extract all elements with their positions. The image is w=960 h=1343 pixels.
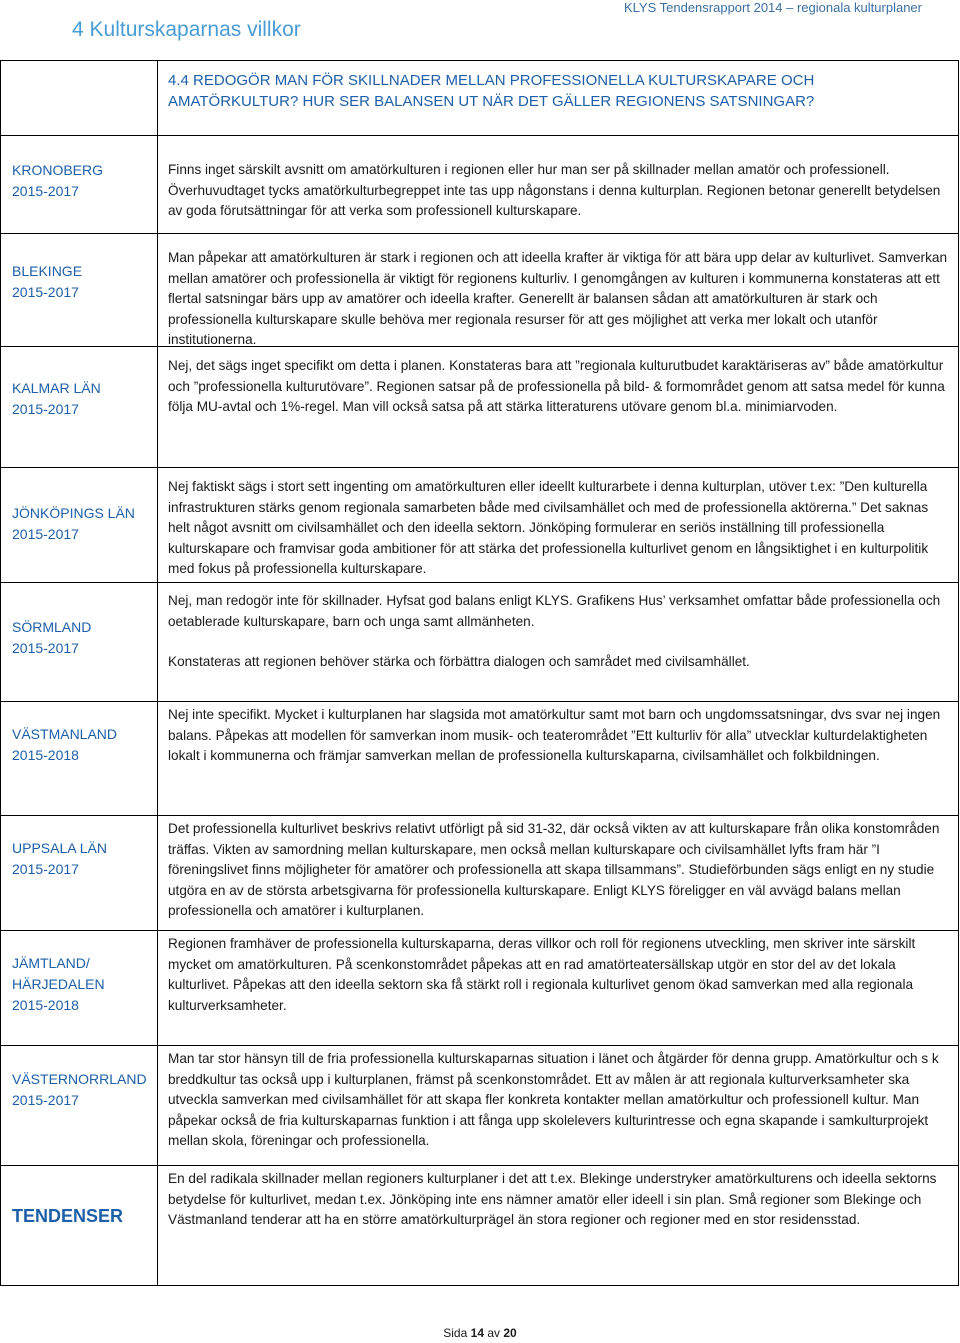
page-footer: Sida 14 av 20 <box>443 1326 517 1340</box>
region-text: Nej inte specifikt. Mycket i kulturplanen har slagsida mot amatörkultur samt mot barn och ungdomssatsningar, dvs svar nej ingen balans. Påpekas att modellen för samverkan inom musik- och teaterområdet ”Ett kulturliv för alla” utvecklar kulturdelaktigheten lokalt i kommunerna och främjar samverkan mellan de professionella kulturskaparna, civilsamhället och folkbildningen. <box>168 707 941 764</box>
region-text: Det professionella kulturlivet beskrivs relativt utförligt på sid 31-32, där också vikten av att kulturskapare från olika konstområden träffas. Vikten av samordning mellan kulturskapare, men också mellan kulturskapare och civilsamhället lyfts fram här ”I föreningslivet finns möjligheter för amatörer och professionella att skapa tillsammans”. Studieförbunden sägs enligt en ny studie utgöra en av de största arbetsgivarna för professionella kulturskapare. Enligt KLYS föreligger en väl avvägd balans mellan professionella och amatörer i kulturplanen. <box>168 821 940 919</box>
region-label: UPPSALA LÄN 2015-2017 <box>12 840 107 877</box>
page-number: 14 <box>470 1326 484 1340</box>
region-label: KRONOBERG 2015-2017 <box>12 162 104 199</box>
region-text: Finns inget särskilt avsnitt om amatörkulturen i regionen eller hur man ser på skillnader mellan amatör och professionell. Överhuvudtaget tycks amatörkulturbegreppet inte tas upp någonstans i denna kulturplan. Regionen betonar generellt betydelsen av goda förutsättningar för att verka som professionell kulturskapare. <box>168 162 941 219</box>
table-row <box>1 468 959 702</box>
region-label: SÖRMLAND 2015-2017 <box>12 619 92 656</box>
regions-table <box>0 60 959 1286</box>
region-label: JÄMTLAND/ HÄRJEDALEN 2015-2018 <box>12 955 105 1013</box>
page-total: 20 <box>503 1326 517 1340</box>
region-text: Nej, man redogör inte för skillnader. Hyfsat god balans enligt KLYS. Grafikens Hus’ verksamhet omfattar både professionella och oetablerade kulturskapare, barn och unga samt allmänheten. Konstateras att regionen behöver stärka och förbättra dialogen och samrådet med civilsamhället. <box>168 593 941 670</box>
report-title: KLYS Tendensrapport 2014 – regionala kulturplaner <box>623 0 922 15</box>
table-row <box>1 702 959 1286</box>
region-label: VÄSTMANLAND 2015-2018 <box>12 726 118 763</box>
region-text: Regionen framhäver de professionella kulturskaparna, deras villkor och roll för regionens utveckling, men skriver inte särskilt mycket om amatörkulturen. På scenkonstområdet påpekas att en rad amatörteatersällskap utgör en stor del av det lokala kulturlivet. Påpekas att den ideella sektorn ska få stärkt roll i regionala kulturlivet genom ökad samverkan med alla regionala kulturverksamheter. <box>168 936 916 1013</box>
tendenser-label: TENDENSER <box>12 1206 124 1226</box>
region-label: JÖNKÖPINGS LÄN 2015-2017 <box>12 505 135 542</box>
tendenser-text: En del radikala skillnader mellan regioners kulturplaner i det att t.ex. Blekinge understryker amatörkulturens och ideella sektorns betydelse för kulturlivet, medan t.ex. Jönköping inte ens nämner amatör eller ideell i sin plan. Små regioner som Blekinge och Västmanland tenderar att ha en större amatörkulturprägel än stora regioner och regioner med en stor residensstad. <box>168 1171 937 1228</box>
region-text: Man tar stor hänsyn till de fria professionella kulturskaparnas situation i länet och åtgärder för denna grupp. Amatörkultur och s k breddkultur tas också upp i kulturplanen, främst på scenkonstområdet. Ett av målen är att regionala kulturverksamheter ska utveckla samverkan med civilsamhället för att skapa fler konkreta kontakter mellan amatörkultur och professionell kultur. Man påpekar också de fria kulturskaparnas funktion i att fånga upp skolelevers kulturintresse och egna skapande i samkulturprojekt mellan skola, föreningar och professionella. <box>168 1051 939 1149</box>
region-label: BLEKINGE 2015-2017 <box>12 263 83 300</box>
region-text: Nej faktiskt sägs i stort sett ingenting om amatörkulturen eller ideellt kulturarbete i denna kulturplan, utöver t.ex: ”Den kulturella infrastrukturen stärks genom regionala samarbeten både med civilsamhället och med de professionella aktörerna.” Det saknas helt något avsnitt om civilsamhället och den ideella sektorn. Jönköping formulerar en seriös inställning till professionella kulturskapare och framvisar goda ambitioner för att stärka det professionella kulturlivet genom en långsiktighet i en kulturpolitik med fokus på professionella kulturskapare. <box>168 479 929 577</box>
table-row <box>1 234 959 468</box>
region-label: KALMAR LÄN 2015-2017 <box>12 380 101 417</box>
table-row <box>1 136 959 234</box>
question-heading: 4.4 REDOGÖR MAN FÖR SKILLNADER MELLAN PROFESSIONELLA KULTURSKAPARE OCH AMATÖRKULTUR? HUR SER BALANSEN UT NÄR DET GÄLLER REGIONENS SATSNINGAR? <box>168 72 815 110</box>
region-text: Man påpekar att amatörkulturen är stark i regionen och att ideella krafter är viktiga för att bära upp delar av kulturlivet. Samverkan mellan amatörer och professionella är viktigt för regionens kulturliv. I genomgången av kulturen i kommunerna konstateras att ett flertal satsningar bärs upp av amatörer och ideella krafter. Generellt är balansen sådan att amatörkulturen är stark och professionella kulturskapare skulle behöva mer regionala resurser för att ges möjlighet att verka mer lokalt och utanför institutionerna. <box>168 250 948 348</box>
region-text: Nej, det sägs inget specifikt om detta i planen. Konstateras bara att ”regionala kulturutbudet karaktäriseras av” både amatörkultur och ”professionella kulturutövare”. Regionen satsar på de professionella på bild- & formområdet genom att satsa medel för kunna följa MU-avtal och 1%-regel. Man vill också satsa på att stärka litteraturens utövare genom bl.a. minimiarvoden. <box>168 358 945 415</box>
region-label: VÄSTERNORRLAND 2015-2017 <box>12 1071 147 1108</box>
question-row <box>1 61 959 136</box>
section-title: 4 Kulturskaparnas villkor <box>72 18 301 41</box>
